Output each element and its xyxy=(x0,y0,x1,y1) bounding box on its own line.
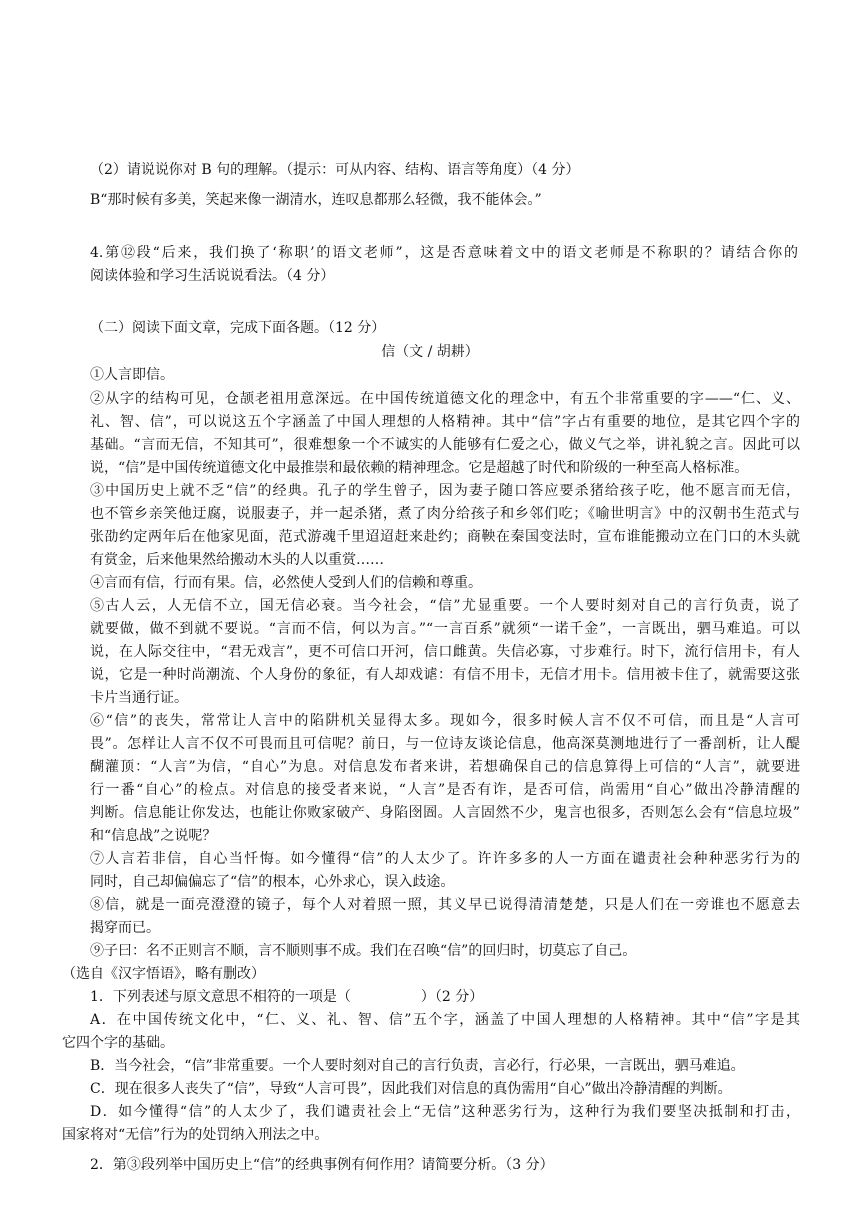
paragraph-9: ⑨子曰：名不正则言不顺，言不顺则事不成。我们在召唤“信”的回归时，切莫忘了自己。 xyxy=(90,943,637,959)
question-4-line-1: 4.第⑫段“后来，我们换了‘称职’的语文老师”，这是否意味着文中的语文老师是不称职的？请结合你的 xyxy=(90,245,798,261)
paragraph-3-line: 有赏金，后来他果然给搬动木头的人以重赏…… xyxy=(90,552,384,568)
paragraph-7-line: ⑦人言若非信，自心当忏悔。如今懂得“信”的人太少了。许许多多的人一方面在谴责社会种种恶劣行为的 xyxy=(90,851,800,867)
article-title: 信（文 / 胡耕） xyxy=(381,344,479,360)
paragraph-2-line: 说，“信”是中国传统道德文化中最推崇和最依赖的精神理念。它是超越了时代和阶级的一种至高人格标准。 xyxy=(90,460,749,476)
option-a-line: A．在中国传统文化中，“仁、义、礼、智、信”五个字，涵盖了中国人理想的人格精神。其中“信”字是其 xyxy=(90,1012,800,1028)
option-a-line: 它四个字的基础。 xyxy=(62,1035,174,1051)
paragraph-2-line: 基础。“言而无信，不知其可”，很难想象一个不诚实的人能够有仁爱之心，做义气之举，讲礼貌之言。因此可以 xyxy=(90,437,800,453)
paragraph-5-line: 说，它是一种时尚潮流、个人身份的象征，有人却戏谑：有信不用卡，无信才用卡。信用被卡住了，就需要这张 xyxy=(90,667,800,683)
paragraph-3-line: 也不管乡亲笑他迂腐，说服妻子，并一起杀猪，煮了肉分给孩子和乡邻们吃；《喻世明言》中的汉朝书生范式与 xyxy=(90,506,800,522)
question-3-part-2: （2）请说说你对 B 句的理解。（提示：可从内容、结构、语言等角度）（4 分） xyxy=(90,162,580,178)
paragraph-5-line: 就要做，做不到就不要说。“言而不信，何以为言。”“一言百系”就须“一诺千金”，一言既出，驷马难追。可以 xyxy=(90,621,800,637)
paragraph-8-line: 揭穿而已。 xyxy=(90,920,160,936)
paragraph-6-line: 行一番“自心”的检点。对信息的接受者来说，“人言”是否有诈，是否可信，尚需用“自心”做出冷静清醒的 xyxy=(90,782,800,798)
option-d-line: D．如今懂得“信”的人太少了，我们谴责社会上“无信”这种恶劣行为，这种行为我们要坚决抵制和打击， xyxy=(90,1104,800,1120)
option-b: B．当今社会，“信”非常重要。一个人要时刻对自己的言行负责，言必行，行必果，一言既出，驷马难追。 xyxy=(90,1058,745,1074)
option-d-line: 国家将对“无信”行为的处罚纳入刑法之中。 xyxy=(62,1127,329,1143)
paragraph-6-line: 判断。信息能让你发达，也能让你败家破产、身陷囹圄。人言固然不少，鬼言也很多，否则怎么会有“信息垃圾” xyxy=(90,805,800,821)
paragraph-2-line: ②从字的结构可见，仓颉老祖用意深远。在中国传统道德文化的理念中，有五个非常重要的字——“仁、义、 xyxy=(90,391,800,407)
paragraph-1: ①人言即信。 xyxy=(90,367,174,383)
paragraph-8-line: ⑧信，就是一面亮澄澄的镜子，每个人对着照一照，其义早已说得清清楚楚，只是人们在一旁谁也不愿意去 xyxy=(90,897,800,913)
option-c: C．现在很多人丧失了“信”，导致“人言可畏”，因此我们对信息的真伪需用“自心”做出冷静清醒的判断。 xyxy=(90,1081,732,1097)
paragraph-3-line: ③中国历史上就不乏“信”的经典。孔子的学生曾子，因为妻子随口答应要杀猪给孩子吃，他不愿言而无信， xyxy=(90,483,800,499)
paragraph-5-line: 说，在人际交往中，“君无戏言”，更不可信口开河，信口雌黄。失信必寡，寸步难行。时下，流行信用卡，有人 xyxy=(90,644,800,660)
paragraph-6-line: 醐灌顶：“人言”为信，“自心”为息。对信息发布者来讲，若想确保自己的信息算得上可信的“人言”，就要进 xyxy=(90,759,800,775)
paragraph-6-line: ⑥“信”的丧失，常常让人言中的陷阱机关显得太多。现如今，很多时候人言不仅不可信，而且是“人言可 xyxy=(90,713,800,729)
paragraph-7-line: 同时，自己却偏偏忘了“信”的根本，心外求心，误入歧途。 xyxy=(90,874,455,890)
paragraph-6-line: 和“信息战”之说呢？ xyxy=(90,828,217,844)
question-1-stem: 1．下列表述与原文意思不相符的一项是（ ）（2 分） xyxy=(90,989,484,1005)
question-4-line-2: 阅读体验和学习生活说说看法。（4 分） xyxy=(90,268,335,284)
paragraph-5-line: ⑤古人云，人无信不立，国无信必衰。当今社会，“信”尤显重要。一个人要时刻对自己的言行负责，说了 xyxy=(90,598,800,614)
paragraph-3-line: 张劭约定两年后在他家见面，范式游魂千里迢迢赶来赴约；商鞅在秦国变法时，宣布谁能搬动立在门口的木头就 xyxy=(90,529,800,545)
question-2-stem: 2．第③段列举中国历史上“信”的经典事例有何作用？请简要分析。（3 分） xyxy=(90,1157,554,1173)
paragraph-2-line: 礼、智、信”，可以说这五个字涵盖了中国人理想的人格精神。其中“信”字占有重要的地位，是其它四个字的 xyxy=(90,414,800,430)
section-heading: （二）阅读下面文章，完成下面各题。（12 分） xyxy=(90,320,386,336)
paragraph-4: ④言而有信，行而有果。信，必然使人受到人们的信赖和尊重。 xyxy=(90,575,482,591)
paragraph-6-line: 畏”。怎样让人言不仅不可畏而且可信呢？前日，与一位诗友谈论信息，他高深莫测地进行了一番剖析，让人醍 xyxy=(90,736,800,752)
quoted-sentence-b: B“那时候有多美，笑起来像一湖清水，连叹息都那么轻微，我不能体会。” xyxy=(90,192,542,208)
paragraph-5-line: 卡片当通行证。 xyxy=(90,690,188,706)
article-source: （选自《汉字悟语》，略有删改） xyxy=(62,966,265,982)
